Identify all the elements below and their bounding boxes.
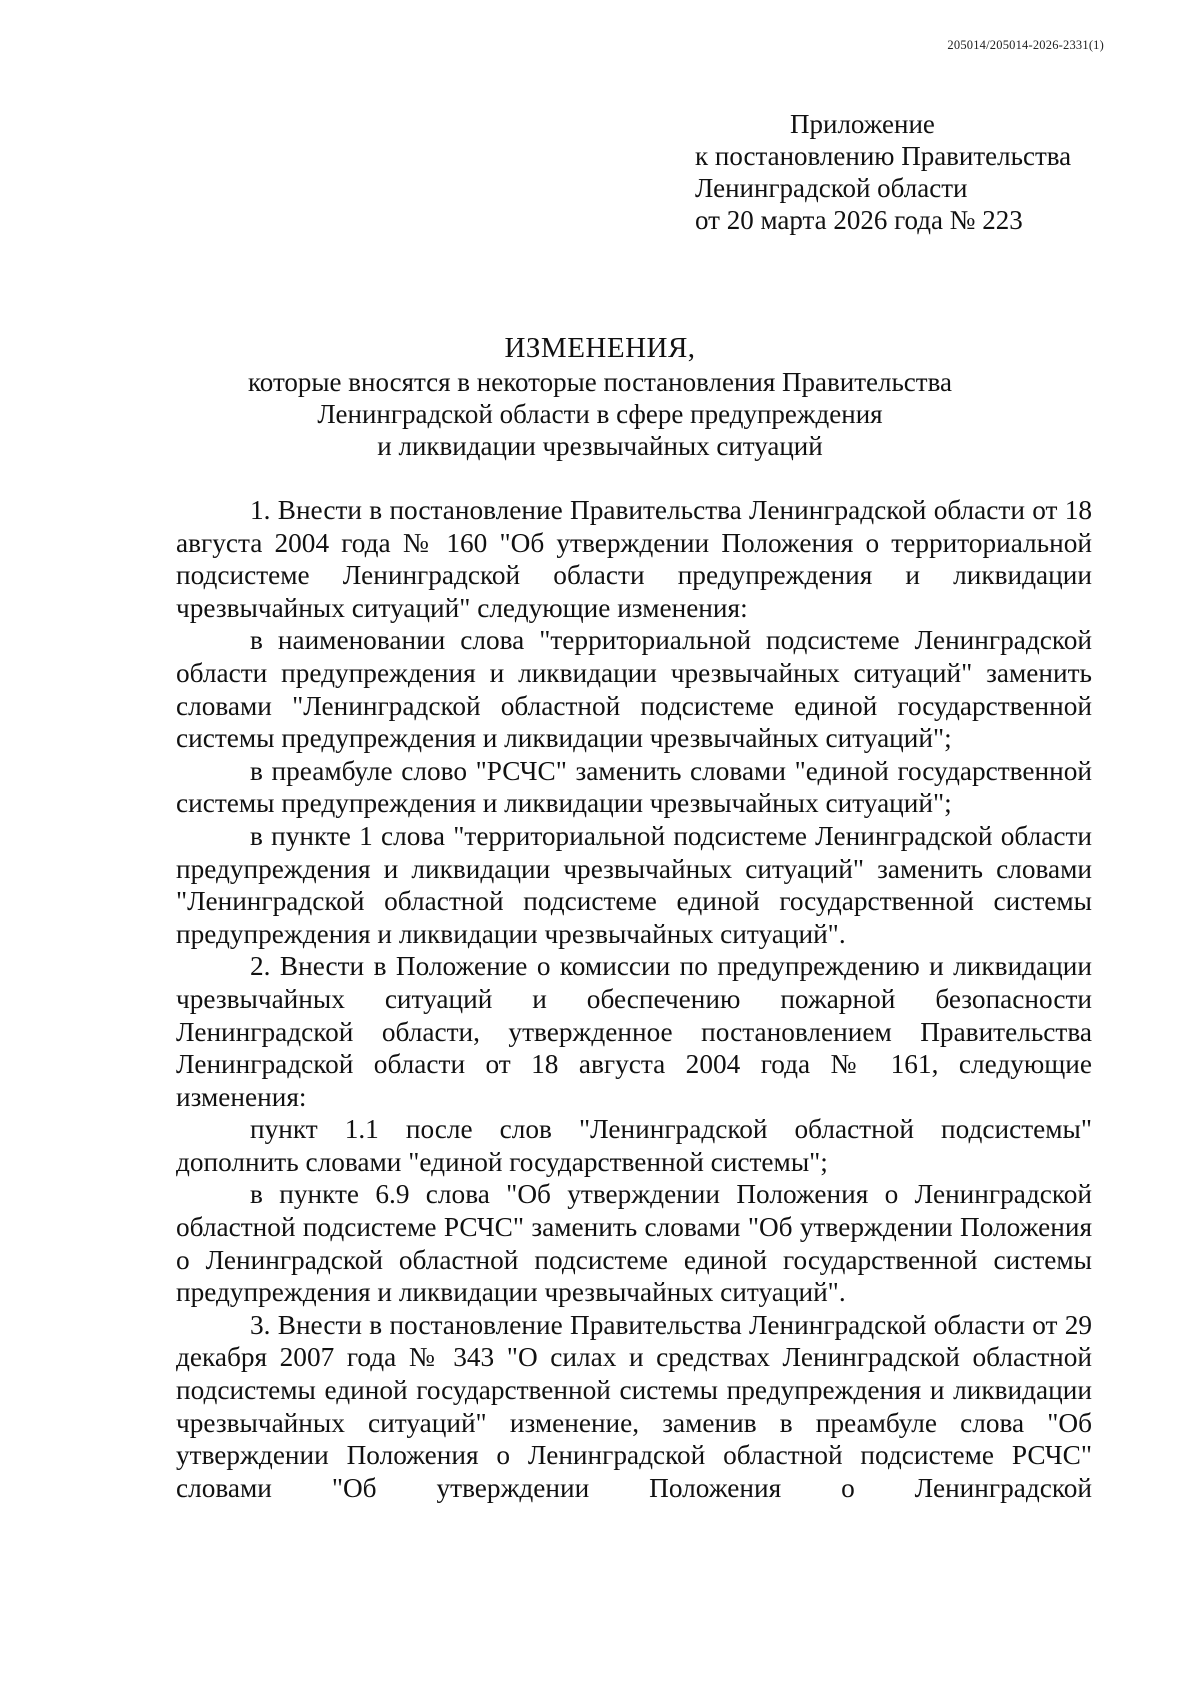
title-heading: ИЗМЕНЕНИЯ, xyxy=(504,332,696,364)
paragraph-2: 2. Внести в Положение о комиссии по предупреждению и ликвидации чрезвычайных ситуаций и обеспечению пожарной безопасности Ленинградской области, утвержденное постановлением Правительства Ленинградской области от 18 августа 2004 года № 161, следующие изменения: xyxy=(176,951,1092,1112)
title-line-3: и ликвидации чрезвычайных ситуаций xyxy=(377,431,823,461)
appendix-label: Приложение xyxy=(790,109,935,139)
document-registration-number: 205014/205014-2026-2331(1) xyxy=(947,38,1104,52)
title-line-1: которые вносятся в некоторые постановления Правительства xyxy=(248,367,952,397)
appendix-block xyxy=(695,108,1071,236)
paragraph-2-item-point-1-1: пункт 1.1 после слов "Ленинградской областной подсистемы" дополнить словами "единой государственной системы"; xyxy=(176,1114,1092,1177)
paragraph-1-item-name: в наименовании слова "территориальной подсистеме Ленинградской области предупреждения и ликвидации чрезвычайных ситуаций" заменить словами "Ленинградской областной подсистеме единой государственной системы предупреждения и ликвидации чрезвычайных ситуаций"; xyxy=(176,625,1092,754)
document-body xyxy=(176,494,1092,1504)
paragraph-2-item-point-6-9: в пункте 6.9 слова "Об утверждении Положения о Ленинградской областной подсистеме РСЧС" заменить словами "Об утверждении Положения о Ленинградской областной подсистеме единой государственной системы предупреждения и ликвидации чрезвычайных ситуаций". xyxy=(176,1179,1092,1308)
appendix-resolution-ref: к постановлению Правительства xyxy=(695,141,1072,171)
appendix-region: Ленинградской области xyxy=(695,173,968,203)
title-line-2: Ленинградской области в сфере предупреждения xyxy=(317,399,883,429)
paragraph-1: 1. Внести в постановление Правительства Ленинградской области от 18 августа 2004 года № 160 "Об утверждении Положения о территориальной подсистеме Ленинградской области предупреждения и ликвидации чрезвычайных ситуаций" следующие изменения: xyxy=(176,495,1092,623)
paragraph-1-item-preamble: в преамбуле слово "РСЧС" заменить словами "единой государственной системы предупреждения и ликвидации чрезвычайных ситуаций"; xyxy=(176,755,1092,819)
paragraph-3: 3. Внести в постановление Правительства Ленинградской области от 29 декабря 2007 года № 343 "О силах и средствах Ленинградской областной подсистемы единой государственной системы предупреждения и ликвидации чрезвычайных ситуаций" изменение, заменив в преамбуле слова "Об утверждении Положения о Ленинградской областной подсистеме РСЧС" словами "Об утверждении Положения о Ленинградской xyxy=(176,1309,1092,1503)
paragraph-1-item-point-1: в пункте 1 слова "территориальной подсистеме Ленинградской области предупреждения и ликвидации чрезвычайных ситуаций" заменить словами "Ленинградской областной подсистеме единой государственной системы предупреждения и ликвидации чрезвычайных ситуаций". xyxy=(176,820,1092,949)
document-title xyxy=(0,332,1200,462)
appendix-date-number: от 20 марта 2026 года № 223 xyxy=(695,205,1023,235)
